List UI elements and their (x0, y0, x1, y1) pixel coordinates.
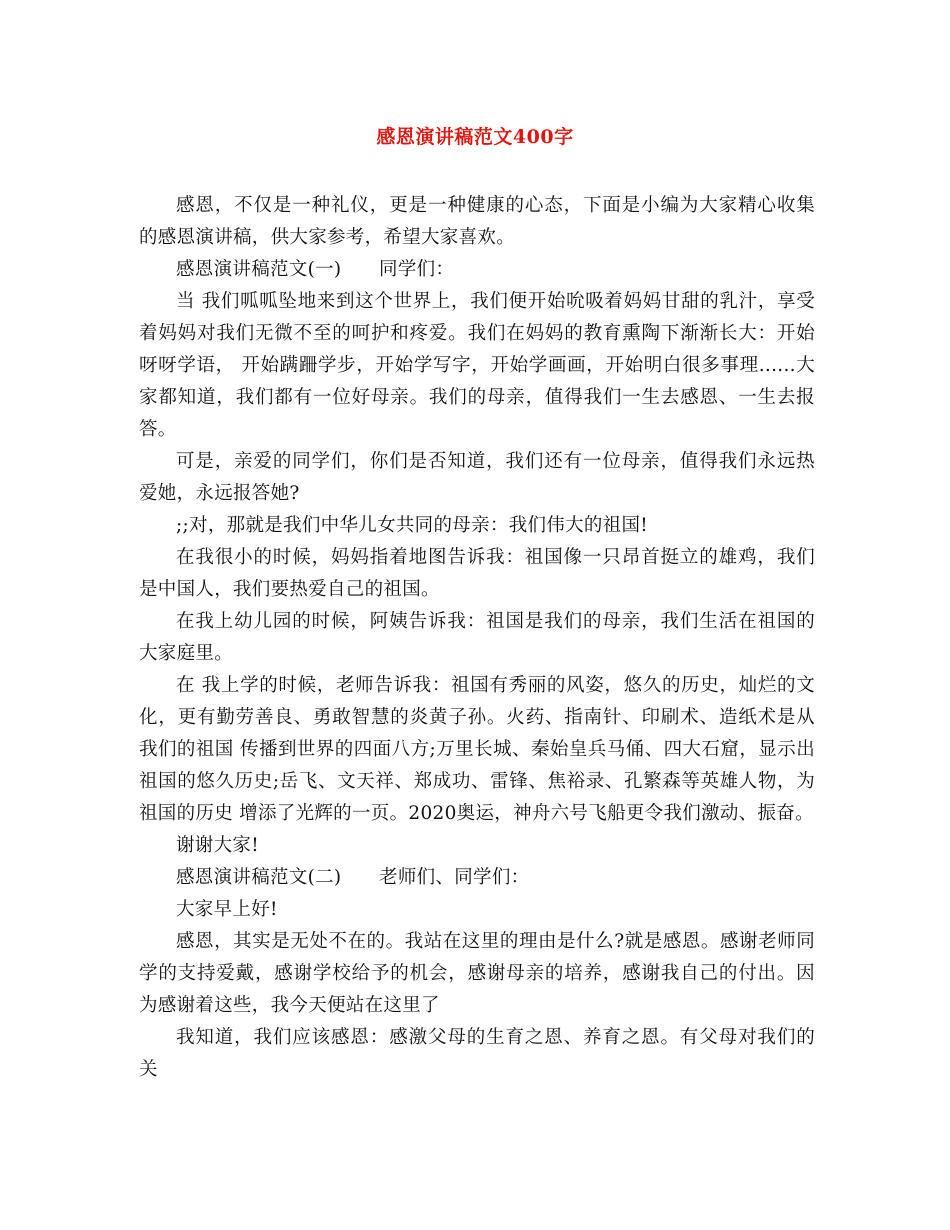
paragraph: 可是，亲爱的同学们，你们是否知道，我们还有一位母亲，值得我们永远热爱她，永远报答她? (139, 451, 815, 504)
paragraph: 我知道，我们应该感恩：感激父母的生育之恩、养育之恩。有父母对我们的关 (139, 1027, 815, 1080)
paragraph-section-heading-2: 感恩演讲稿范文(二) 老师们、同学们： (176, 867, 530, 888)
paragraph: 在我很小的时候，妈妈指着地图告诉我：祖国像一只昂首挺立的雄鸡，我们是中国人，我们要热爱自己的祖国。 (139, 547, 815, 600)
paragraph-section-heading-1: 感恩演讲稿范文(一) 同学们： (176, 259, 455, 280)
paragraph: 感恩，其实是无处不在的。我站在这里的理由是什么?就是感恩。感谢老师同学的支持爱戴，感谢学校给予的机会，感谢母亲的培养，感谢我自己的付出。因为感谢着这些，我今天便站在这里了 (139, 931, 815, 1016)
paragraph: 在 我上学的时候，老师告诉我：祖国有秀丽的风姿，悠久的历史，灿烂的文化，更有勤劳善良、勇敢智慧的炎黄子孙。火药、指南针、印刷术、造纸术是从我们的祖国 传播到世界的四面八方;万里长城、秦始皇兵马俑、四大石窟，显示出祖国的悠久历史;岳飞、文天祥、郑成功、雷锋、焦裕录、孔繁森等英雄人物，为祖国的历史 增添了光辉的一页。2020奥运，神舟六号飞船更令我们激动、振奋。 (139, 675, 815, 824)
paragraph: 大家早上好! (176, 899, 278, 920)
paragraph: ;;对，那就是我们中华儿女共同的母亲：我们伟大的祖国! (176, 515, 649, 536)
paragraph: 谢谢大家! (176, 835, 259, 856)
paragraph-intro: 感恩，不仅是一种礼仪，更是一种健康的心态，下面是小编为大家精心收集的感恩演讲稿，供大家参考，希望大家喜欢。 (139, 195, 815, 248)
paragraph: 在我上幼儿园的时候，阿姨告诉我：祖国是我们的母亲，我们生活在祖国的大家庭里。 (139, 611, 815, 664)
document-title: 感恩演讲稿范文400字 (376, 126, 574, 148)
document-body (139, 190, 815, 1086)
paragraph: 当 我们呱呱坠地来到这个世界上，我们便开始吮吸着妈妈甘甜的乳汁，享受着妈妈对我们无微不至的呵护和疼爱。我们在妈妈的教育熏陶下渐渐长大：开始呀呀学语， 开始蹒跚学步，开始学写字，开始学画画，开始明白很多事理......大家都知道，我们都有一位好母亲。我们的母亲，值得我们一生去感恩、一生去报答。 (139, 291, 815, 440)
